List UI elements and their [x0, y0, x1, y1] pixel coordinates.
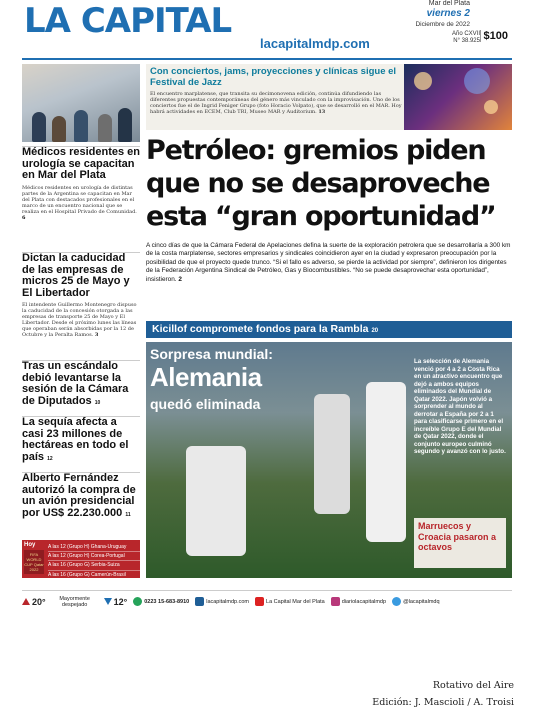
- match-item: A las 12 (Grupo H) Ghana-Uruguay: [48, 543, 140, 552]
- page-ref: 13: [318, 109, 326, 115]
- date-label: Diciembre de 2022: [415, 21, 470, 28]
- instagram-text: diariolacapitalmdp: [341, 598, 387, 605]
- story-title-text: La sequía afecta a casi 23 millones de hectáreas en todo el país: [22, 416, 129, 463]
- edition-info: [452, 31, 480, 45]
- whatsapp-icon: [133, 597, 142, 606]
- edition-number: N° 38.925: [453, 38, 480, 44]
- instagram-icon: [331, 597, 340, 606]
- page-ref: 12: [47, 455, 53, 462]
- weekday-label: viernes 2: [426, 8, 470, 19]
- twitter-icon: [392, 597, 401, 606]
- feature-kicker: Sorpresa mundial:: [150, 346, 273, 362]
- urology-photo: [22, 64, 140, 142]
- player-figure: [314, 394, 350, 514]
- facebook-icon: [195, 597, 204, 606]
- temp-max: 20°: [32, 596, 46, 607]
- world-cup-feature[interactable]: [146, 342, 512, 578]
- story-title: Dictan la caducidad de las empresas de micros 25 de Mayo y El Libertador: [22, 252, 130, 299]
- city-label: Mar del Plata: [428, 0, 470, 7]
- story-diputados[interactable]: [22, 360, 140, 409]
- twitter-text: @lacapitalmdq: [403, 598, 440, 605]
- phone-text: 0223 15-683-8910: [144, 598, 190, 605]
- story-urology[interactable]: [22, 146, 140, 221]
- newspaper-logo: LA CAPITAL: [24, 1, 232, 41]
- youtube-text: La Capital Mar del Plata: [266, 598, 325, 605]
- feature-subtitle: quedó eliminada: [150, 396, 261, 412]
- jazz-festival-teaser[interactable]: [146, 64, 512, 130]
- story-title: [22, 417, 140, 465]
- player-figure: [366, 382, 406, 542]
- lead-text: A cinco días de que la Cámara Federal de Apelaciones defina la suerte de la exploración petrolera que se desarrollaría a 300 km de la costa marplatense, sectores empresarios y sindicales coincidieron ayer en la ciudad y expresaron preocupación por la posibilidad de que el proyecto quede trunco. “Si el fallo es adverso, se pierde la actividad por siempre”, definieron los dirigentes de la Federación Argentina Sindical de Petróleo, Gas y Biocombustibles. “No se puede desaprovechar esta oportunidad”, insistieron.: [146, 242, 511, 283]
- story-micros[interactable]: [22, 252, 140, 338]
- feature-title: Alemania: [150, 362, 262, 392]
- story-title: [22, 361, 140, 409]
- temp-min: 12°: [113, 596, 128, 607]
- temperature-down-icon: [104, 598, 112, 605]
- lead-paragraph: [146, 242, 512, 284]
- story-body: [22, 302, 140, 338]
- footer-strip: [22, 590, 512, 612]
- match-list: [48, 543, 140, 580]
- jazz-concert-photo: [404, 64, 512, 130]
- story-body-text: Médicos residentes en urología de distintas partes de la Argentina se capacitan en Mar del Plata con destacados profesionales en el marco de un encuentro nacional que se realiza en el Hospital Privado de Comunidad.: [22, 184, 137, 215]
- teaser-body: [150, 91, 402, 115]
- match-item: A las 16 (Grupo G) Camerún-Brasil: [48, 571, 140, 580]
- temperature-up-icon: [22, 598, 30, 605]
- story-avion[interactable]: [22, 472, 140, 521]
- story-sequia[interactable]: [22, 416, 140, 465]
- today-label: Hoy: [24, 542, 36, 548]
- match-item: A las 16 (Grupo G) Serbia-Suiza: [48, 561, 140, 570]
- footer-whatsapp[interactable]: [133, 597, 189, 606]
- teaser-body-text: El encuentro marplatense, que transita su decimonovena edición, continúa difundiendo las diferentes propuestas contemporáneas del género más vinculado con la improvisación. Uno de los conciertos fue el de Ingrid Feniger Grupo (foto Horacio Volpato), que se desarrolló en el MAR. Hoy habrá actividades en ECEM, Club TRI, Museo MAR y Auditorium.: [150, 91, 402, 115]
- rambla-banner[interactable]: [146, 321, 512, 338]
- story-title: [22, 473, 140, 521]
- world-cup-logo: FIFA WORLD CUP Qatar 2022: [24, 552, 44, 572]
- story-title-text: Alberto Fernández autorizó la compra de un avión presidencial por US$ 22.230.000: [22, 472, 136, 519]
- weather-description: [52, 596, 98, 608]
- left-column: [22, 64, 140, 534]
- teaser-title: Con conciertos, jams, proyecciones y clínicas sigue el Festival de Jazz: [150, 66, 397, 88]
- page-ref: 3: [94, 332, 99, 338]
- main-headline[interactable]: Petróleo: gremios piden que no se desaproveche esta “gran oportunidad”: [146, 135, 496, 232]
- youtube-icon: [255, 597, 264, 606]
- story-title: Médicos residentes en urología se capacitan en Mar del Plata: [22, 146, 140, 181]
- footer-twitter[interactable]: [392, 597, 439, 606]
- today-matches-box: [22, 540, 140, 578]
- footer-youtube[interactable]: [255, 597, 325, 606]
- page-ref: 20: [371, 328, 379, 334]
- footer-instagram[interactable]: [331, 597, 386, 606]
- web-text: lacapitalmdp.com: [206, 598, 250, 605]
- price-label: $100: [480, 30, 508, 42]
- weather-max: [22, 597, 46, 607]
- credit-line-2: Edición: J. Mascioli / A. Troisi: [372, 697, 514, 708]
- page-ref: 6: [22, 214, 26, 221]
- sky-label: Mayormente despejado: [59, 595, 90, 608]
- footer-web[interactable]: [195, 597, 249, 606]
- story-body-text: El intendente Guillermo Montenegro dispuso la caducidad de la concesión otorgada a las empresas de transporte 25 de Mayo y El Libertador. Desde el próximo lunes las líneas que operaban serán absorbidas por la 12 de Octubre y la Peralta Ramos.: [22, 302, 137, 338]
- page-ref: 2: [178, 275, 182, 283]
- masthead: [22, 0, 512, 60]
- weather-min: [104, 597, 128, 607]
- newspaper-front-page: [22, 0, 512, 615]
- page-ref: 11: [125, 511, 131, 518]
- story-title-text: Tras un escándalo debió levantarse la sesión de la Cámara de Diputados: [22, 360, 129, 407]
- website-url: lacapitalmdp.com: [260, 36, 370, 51]
- player-figure: [186, 446, 246, 556]
- story-body: [22, 185, 140, 221]
- edition-year: Año CXVII: [451, 31, 480, 37]
- credit-line-1: Rotativo del Aire: [432, 680, 514, 691]
- octavos-box: Marruecos y Croacia pasaron a octavos: [414, 518, 506, 568]
- feature-body: La selección de Alemania venció por 4 a 2 a Costa Rica en un atractivo encuentro que dejó a ambos equipos eliminados del Mundial de Qatar 2022. Japón volvió a sorprender al mundo al derrotar a España por 2 a 1 para clasificarse primero en el increíble Grupo E del Mundial de Qatar 2022, donde el conjunto europeo culminó segundo y avanzó con lo justo.: [414, 358, 506, 455]
- match-item: A las 12 (Grupo H) Corea-Portugal: [48, 552, 140, 561]
- page-ref: 10: [94, 399, 101, 406]
- rambla-text: Kicillof compromete fondos para la Rambla: [152, 323, 369, 335]
